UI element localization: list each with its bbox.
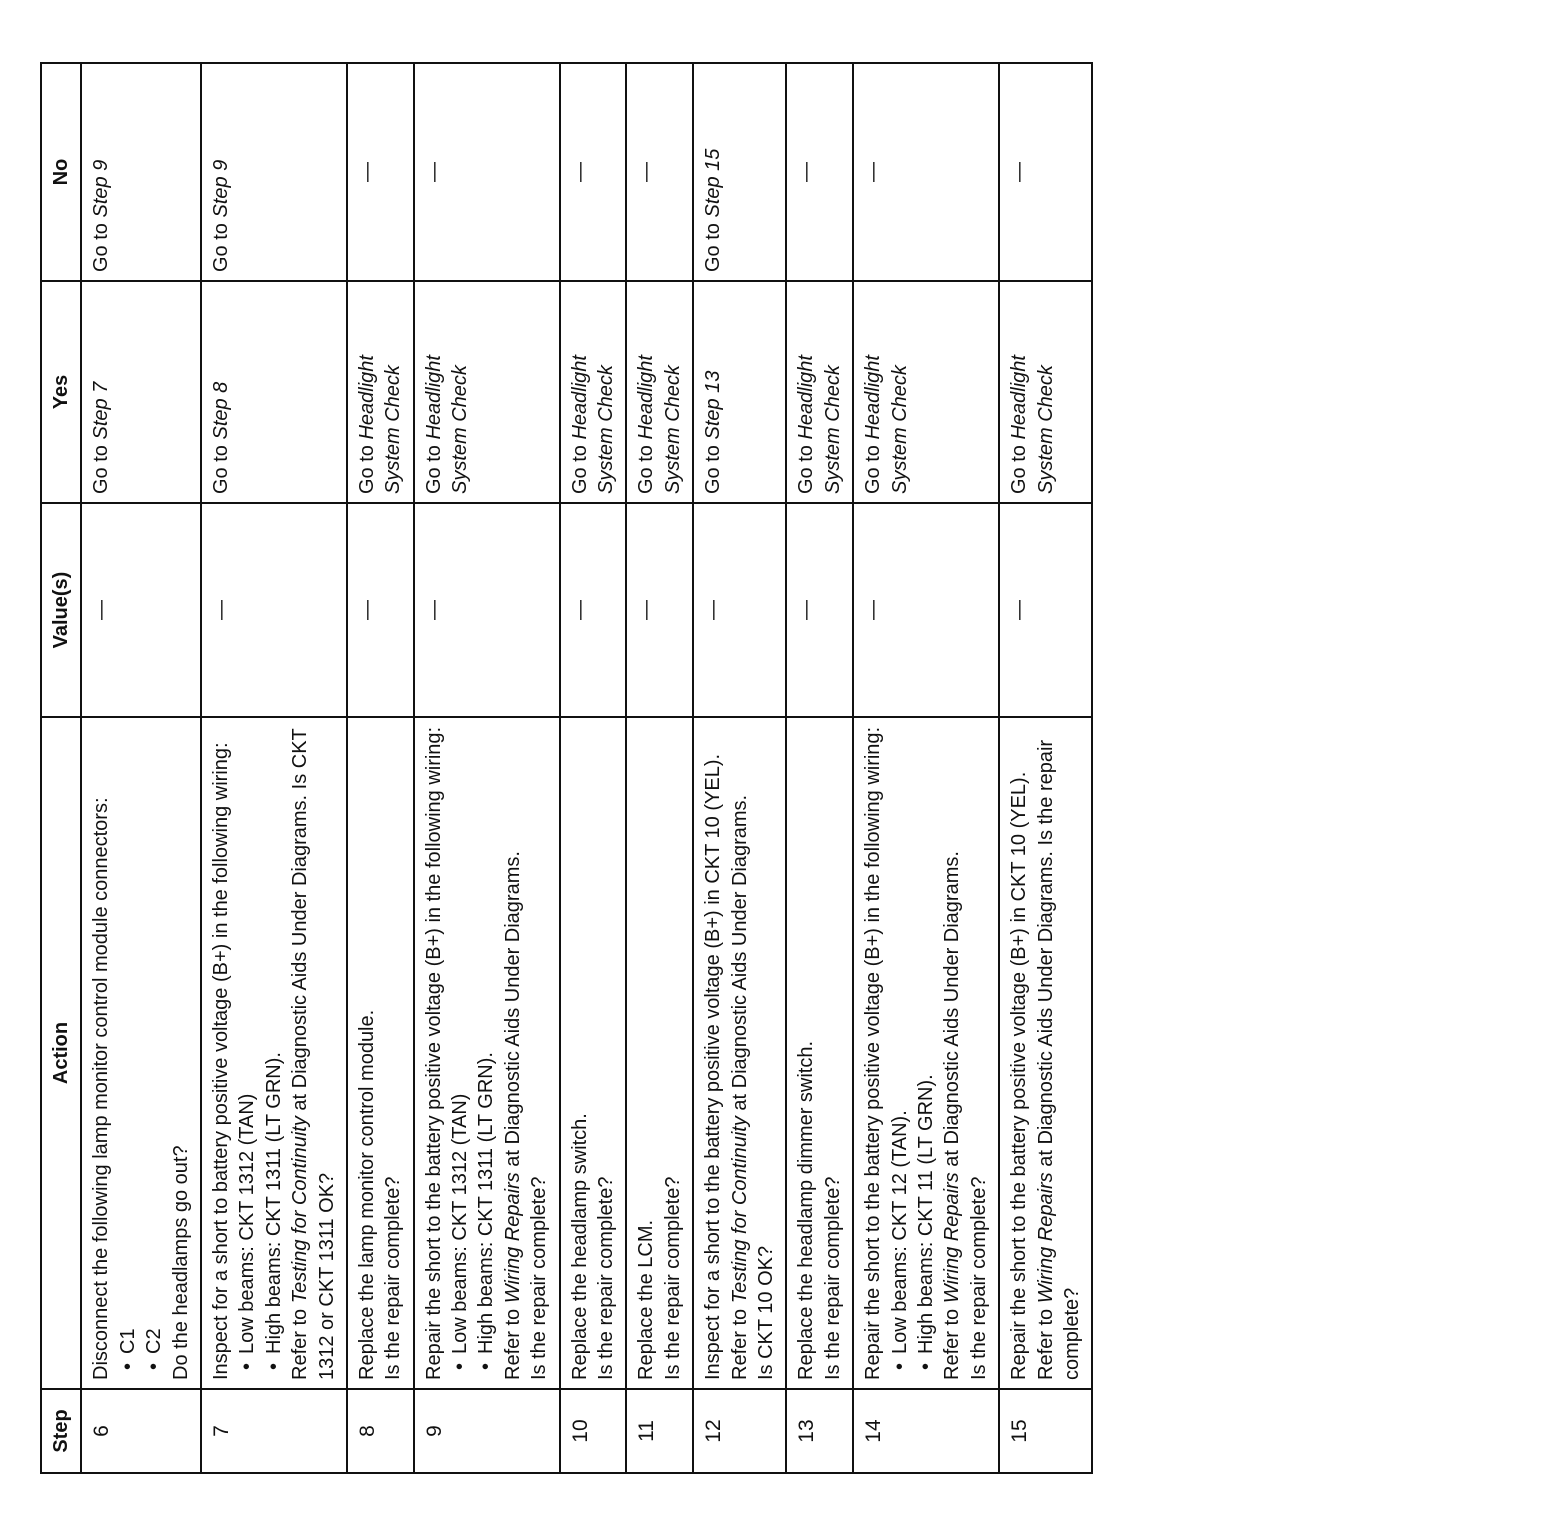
reference-title: Wiring Repairs <box>941 1172 964 1304</box>
value-cell: — <box>81 503 201 717</box>
header-value: Value(s) <box>41 503 81 717</box>
reference-suffix: at Diagnostic Aids Under Diagrams. <box>728 794 751 1117</box>
action-cell <box>693 717 786 1389</box>
step-number: 13 <box>786 1389 853 1473</box>
yes-cell <box>786 281 853 503</box>
action-text: Inspect for a short to the battery positive voltage (B+) in CKT 10 (YEL). Refer to <box>702 753 751 1380</box>
no-cell: — <box>414 63 560 281</box>
reference-prefix: Refer to <box>501 1303 524 1380</box>
yes-cell <box>81 281 201 503</box>
table-row <box>626 63 693 1473</box>
no-text: Go to Step 15 <box>702 148 725 272</box>
action-cell <box>626 717 693 1389</box>
goto-target: Headlight System Check <box>355 355 405 494</box>
table-row <box>347 63 414 1473</box>
action-bullet: • High beams: CKT 1311 (LT GRN). <box>261 726 287 1380</box>
action-reference <box>700 726 753 1380</box>
no-cell <box>693 63 786 281</box>
step-number: 15 <box>999 1389 1092 1473</box>
goto-target: Headlight System Check <box>862 355 911 494</box>
yes-text: Go to Headlight System Check <box>795 355 844 494</box>
header-no: No <box>41 63 81 281</box>
step-number: 11 <box>626 1389 693 1473</box>
step-number: 6 <box>81 1389 201 1473</box>
no-text: Go to Step 9 <box>209 159 232 272</box>
reference-suffix: at Diagnostic Aids Under Diagrams. Is CKT 1312 or CKT 1311 OK? <box>289 728 338 1380</box>
yes-cell <box>347 281 414 503</box>
no-cell: — <box>786 63 853 281</box>
value-cell: — <box>560 503 627 717</box>
value-cell: — <box>347 503 414 717</box>
yes-text: Go to Step 7 <box>90 381 113 494</box>
no-cell: — <box>347 63 414 281</box>
action-reference <box>287 726 340 1380</box>
yes-cell <box>560 281 627 503</box>
action-bullet: • High beams: CKT 1311 (LT GRN). <box>473 726 499 1380</box>
no-cell: — <box>999 63 1092 281</box>
action-bullet: • C2 <box>141 726 167 1380</box>
step-number: 8 <box>347 1389 414 1473</box>
step-number: 14 <box>853 1389 999 1473</box>
diagnostic-procedure-table <box>40 62 1093 1474</box>
goto-target: Headlight System Check <box>568 355 618 494</box>
action-cell <box>414 717 560 1389</box>
action-cell <box>786 717 853 1389</box>
value-cell: — <box>999 503 1092 717</box>
table-row <box>693 63 786 1473</box>
goto-target: Headlight System Check <box>1008 355 1057 494</box>
reference-title: Testing for Continuity <box>728 1116 751 1304</box>
action-question: Do the headlamps go out? <box>169 1145 192 1380</box>
table-row <box>560 63 627 1473</box>
no-cell <box>81 63 201 281</box>
table-row <box>999 63 1092 1473</box>
yes-text: Go to Headlight System Check <box>568 355 618 494</box>
no-cell: — <box>626 63 693 281</box>
yes-text: Go to Headlight System Check <box>635 355 684 494</box>
action-cell <box>853 717 999 1389</box>
action-question: Is the repair complete? <box>595 1176 618 1380</box>
step-number: 7 <box>201 1389 347 1473</box>
action-bullet: • High beams: CKT 11 (LT GRN). <box>913 726 939 1380</box>
action-question: Is the repair complete? <box>382 1176 405 1380</box>
action-cell <box>560 717 627 1389</box>
reference-title: Wiring Repairs <box>1034 1172 1057 1304</box>
yes-cell <box>414 281 560 503</box>
reference-suffix: at Diagnostic Aids Under Diagrams. Is the repair complete? <box>1034 739 1083 1380</box>
no-cell <box>201 63 347 281</box>
action-bullet: • C1 <box>115 726 141 1380</box>
action-reference <box>939 726 965 1380</box>
yes-cell <box>626 281 693 503</box>
goto-target: Step 9 <box>209 159 232 218</box>
goto-target: Step 13 <box>702 370 725 440</box>
value-cell: — <box>414 503 560 717</box>
table-row <box>853 63 999 1473</box>
action-question: Is CKT 10 OK? <box>754 1245 777 1380</box>
step-number: 9 <box>414 1389 560 1473</box>
action-bullet: • Low beams: CKT 1312 (TAN) <box>447 726 473 1380</box>
value-cell: — <box>786 503 853 717</box>
goto-target: Headlight System Check <box>422 355 472 494</box>
table-row <box>201 63 347 1473</box>
value-cell: — <box>201 503 347 717</box>
table-row <box>81 63 201 1473</box>
step-number: 12 <box>693 1389 786 1473</box>
action-cell <box>347 717 414 1389</box>
action-text: Replace the LCM. <box>635 1219 658 1380</box>
goto-target: Headlight System Check <box>635 355 684 494</box>
goto-target: Step 7 <box>90 381 113 440</box>
action-cell <box>81 717 201 1389</box>
step-number: 10 <box>560 1389 627 1473</box>
yes-text: Go to Headlight System Check <box>422 355 472 494</box>
yes-cell <box>853 281 999 503</box>
yes-text: Go to Step 8 <box>209 381 232 494</box>
action-text: Repair the short to the battery positive voltage (B+) in the following wiring: <box>862 726 885 1380</box>
action-text: Repair the short to the battery positive voltage (B+) in CKT 10 (YEL). Refer to <box>1008 771 1057 1380</box>
reference-suffix: at Diagnostic Aids Under Diagrams. <box>941 851 964 1173</box>
yes-cell <box>201 281 347 503</box>
yes-text: Go to Step 13 <box>702 370 725 494</box>
action-question: Is the repair complete? <box>967 1176 990 1380</box>
yes-text: Go to Headlight System Check <box>862 355 911 494</box>
value-cell: — <box>853 503 999 717</box>
yes-text: Go to Headlight System Check <box>1008 355 1057 494</box>
action-text: Inspect for a short to battery positive voltage (B+) in the following wiring: <box>209 742 232 1380</box>
header-action: Action <box>41 717 81 1389</box>
action-text: Replace the headlamp dimmer switch. <box>795 1040 818 1380</box>
yes-cell <box>999 281 1092 503</box>
action-question: Is the repair complete? <box>528 1176 551 1380</box>
goto-target: Headlight System Check <box>795 355 844 494</box>
table-row <box>414 63 560 1473</box>
goto-target: Step 8 <box>209 381 232 440</box>
action-cell <box>201 717 347 1389</box>
action-bullet: • Low beams: CKT 12 (TAN). <box>887 726 913 1380</box>
action-text: Replace the lamp monitor control module. <box>355 1009 378 1380</box>
no-text: Go to Step 9 <box>90 159 113 272</box>
header-yes: Yes <box>41 281 81 503</box>
action-cell <box>999 717 1092 1389</box>
reference-prefix: Refer to <box>289 1303 312 1380</box>
table-row <box>786 63 853 1473</box>
reference-prefix: Refer to <box>941 1303 964 1380</box>
action-question: Is the repair complete? <box>661 1176 684 1380</box>
action-text: Replace the headlamp switch. <box>568 1113 591 1380</box>
no-cell: — <box>560 63 627 281</box>
reference-suffix: at Diagnostic Aids Under Diagrams. <box>501 851 524 1173</box>
yes-text: Go to Headlight System Check <box>355 355 405 494</box>
reference-title: Wiring Repairs <box>501 1172 524 1304</box>
header-step: Step <box>41 1389 81 1473</box>
no-cell: — <box>853 63 999 281</box>
action-reference <box>1006 726 1085 1380</box>
goto-target: Step 9 <box>90 159 113 218</box>
table-header-row <box>41 63 81 1473</box>
action-bullet: • Low beams: CKT 1312 (TAN) <box>234 726 260 1380</box>
action-text: Repair the short to the battery positive voltage (B+) in the following wiring: <box>422 726 445 1380</box>
action-reference <box>500 726 526 1380</box>
value-cell: — <box>626 503 693 717</box>
goto-target: Step 15 <box>702 148 725 218</box>
action-text: Disconnect the following lamp monitor control module connectors: <box>90 797 113 1380</box>
value-cell: — <box>693 503 786 717</box>
yes-cell <box>693 281 786 503</box>
reference-title: Testing for Continuity <box>289 1116 312 1304</box>
action-question: Is the repair complete? <box>821 1176 844 1380</box>
